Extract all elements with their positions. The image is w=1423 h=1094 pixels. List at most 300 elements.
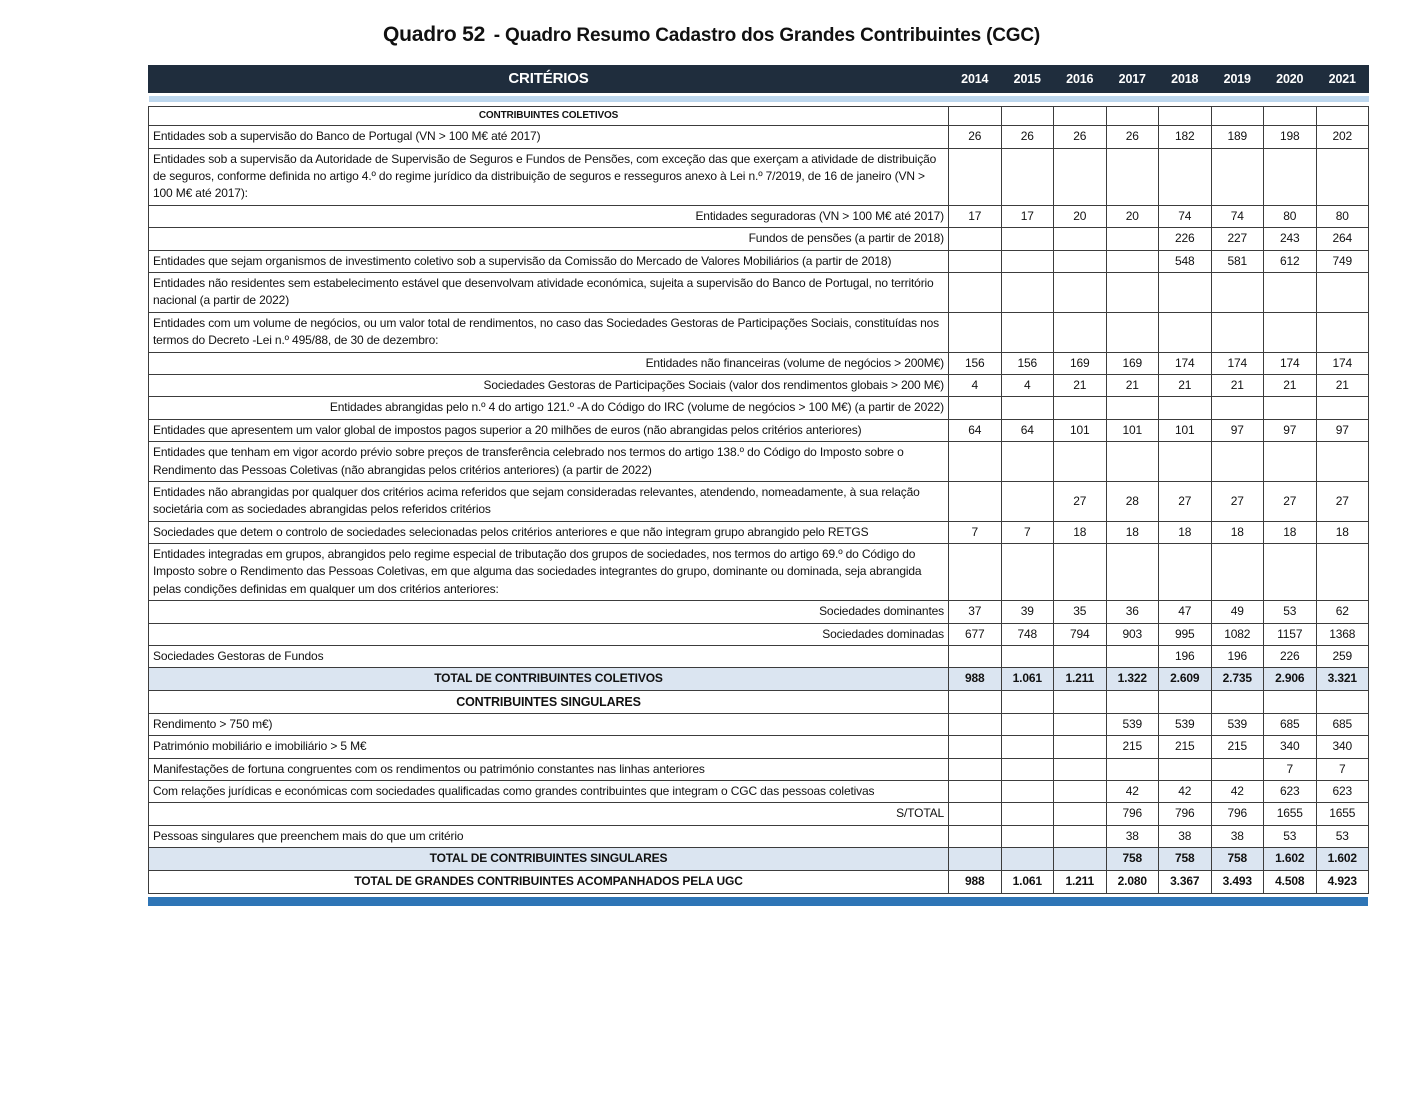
value-cell — [1001, 713, 1054, 735]
criteria-cell: Sociedades dominadas — [149, 623, 949, 645]
value-cell: 174 — [1211, 352, 1264, 374]
year-column-header: 2019 — [1211, 66, 1264, 93]
value-cell — [949, 736, 1002, 758]
section-header-row — [149, 106, 1369, 126]
value-cell: 26 — [949, 126, 1002, 148]
value-cell: 38 — [1159, 825, 1212, 847]
value-cell — [949, 848, 1002, 870]
value-cell: 748 — [1001, 623, 1054, 645]
value-cell: 97 — [1211, 419, 1264, 441]
table-row — [149, 803, 1369, 825]
value-cell: 1.602 — [1316, 848, 1369, 870]
value-cell — [949, 442, 1002, 482]
value-cell: 21 — [1211, 374, 1264, 396]
value-cell — [1001, 106, 1054, 126]
value-cell: 18 — [1264, 521, 1317, 543]
value-cell — [1001, 442, 1054, 482]
value-cell — [1001, 397, 1054, 419]
title-text: - Quadro Resumo Cadastro dos Grandes Contribuintes (CGC) — [493, 25, 1040, 46]
value-cell — [1054, 758, 1107, 780]
grandtotal-row — [149, 870, 1369, 893]
table-row — [149, 205, 1369, 227]
value-cell: 796 — [1211, 803, 1264, 825]
value-cell — [1001, 848, 1054, 870]
value-cell — [1054, 803, 1107, 825]
value-cell: 101 — [1054, 419, 1107, 441]
table-row — [149, 228, 1369, 250]
table-row — [149, 374, 1369, 396]
value-cell — [1106, 250, 1159, 272]
value-cell — [1054, 228, 1107, 250]
section-header-row — [149, 690, 1369, 713]
value-cell: 1368 — [1316, 623, 1369, 645]
value-cell: 796 — [1106, 803, 1159, 825]
value-cell — [1316, 397, 1369, 419]
criteria-cell: Entidades não residentes sem estabelecimento estável que desenvolvam atividade económica, sujeita a supervisão do Banco de Portugal, no território nacional (a partir de 2022) — [149, 272, 949, 312]
value-cell: 17 — [949, 205, 1002, 227]
value-cell — [1001, 312, 1054, 352]
value-cell — [1211, 312, 1264, 352]
value-cell: 7 — [1264, 758, 1317, 780]
value-cell — [949, 690, 1002, 713]
year-column-header: 2018 — [1159, 66, 1212, 93]
table-row — [149, 781, 1369, 803]
value-cell — [1264, 312, 1317, 352]
criteria-cell: Entidades sob a supervisão do Banco de Portugal (VN > 100 M€ até 2017) — [149, 126, 949, 148]
value-cell: 758 — [1159, 848, 1212, 870]
value-cell: 340 — [1264, 736, 1317, 758]
value-cell — [1159, 148, 1212, 205]
value-cell: 539 — [1106, 713, 1159, 735]
value-cell: 49 — [1211, 601, 1264, 623]
criteria-cell: Entidades que tenham em vigor acordo prévio sobre preços de transferência celebrado nos termos do artigo 138.º do Código do Imposto sobre o Rendimento das Pessoas Coletivas (não abrangidas pelos critérios anteriores) (a partir de 2022) — [149, 442, 949, 482]
value-cell — [1054, 646, 1107, 668]
value-cell — [1159, 397, 1212, 419]
value-cell: 7 — [1001, 521, 1054, 543]
value-cell: 226 — [1264, 646, 1317, 668]
summary-table — [148, 65, 1369, 894]
value-cell — [1106, 544, 1159, 601]
value-cell: 80 — [1316, 205, 1369, 227]
value-cell — [949, 312, 1002, 352]
table-header-row — [149, 66, 1369, 93]
table-container — [148, 65, 1368, 906]
value-cell — [1264, 272, 1317, 312]
value-cell — [1001, 803, 1054, 825]
value-cell: 1.322 — [1106, 668, 1159, 690]
value-cell: 548 — [1159, 250, 1212, 272]
year-column-header: 2016 — [1054, 66, 1107, 93]
value-cell — [1054, 312, 1107, 352]
value-cell: 3.321 — [1316, 668, 1369, 690]
value-cell: 64 — [949, 419, 1002, 441]
value-cell — [1001, 736, 1054, 758]
value-cell: 4 — [1001, 374, 1054, 396]
value-cell — [949, 713, 1002, 735]
table-body — [149, 92, 1369, 893]
value-cell: 18 — [1211, 521, 1264, 543]
value-cell — [1054, 825, 1107, 847]
value-cell: 539 — [1159, 713, 1212, 735]
value-cell — [1106, 442, 1159, 482]
value-cell: 243 — [1264, 228, 1317, 250]
table-row — [149, 272, 1369, 312]
table-row — [149, 646, 1369, 668]
value-cell — [1159, 272, 1212, 312]
value-cell — [1001, 250, 1054, 272]
value-cell: 97 — [1264, 419, 1317, 441]
value-cell: 174 — [1316, 352, 1369, 374]
value-cell — [1211, 397, 1264, 419]
value-cell: 4.923 — [1316, 870, 1369, 893]
value-cell: 988 — [949, 668, 1002, 690]
value-cell: 685 — [1264, 713, 1317, 735]
value-cell: 26 — [1054, 126, 1107, 148]
value-cell — [1159, 690, 1212, 713]
value-cell: 903 — [1106, 623, 1159, 645]
value-cell — [1211, 106, 1264, 126]
value-cell: 189 — [1211, 126, 1264, 148]
table-row — [149, 419, 1369, 441]
value-cell: 28 — [1106, 481, 1159, 521]
value-cell: 2.609 — [1159, 668, 1212, 690]
value-cell: 2.080 — [1106, 870, 1159, 893]
value-cell: 27 — [1264, 481, 1317, 521]
value-cell — [949, 544, 1002, 601]
value-cell — [949, 148, 1002, 205]
value-cell: 18 — [1054, 521, 1107, 543]
value-cell: 20 — [1054, 205, 1107, 227]
value-cell: 174 — [1159, 352, 1212, 374]
value-cell: 27 — [1054, 481, 1107, 521]
value-cell: 796 — [1159, 803, 1212, 825]
value-cell: 677 — [949, 623, 1002, 645]
value-cell — [1054, 250, 1107, 272]
value-cell: 340 — [1316, 736, 1369, 758]
table-row — [149, 713, 1369, 735]
value-cell — [1211, 758, 1264, 780]
value-cell — [1211, 690, 1264, 713]
value-cell: 35 — [1054, 601, 1107, 623]
table-row — [149, 825, 1369, 847]
value-cell — [949, 758, 1002, 780]
value-cell — [1054, 272, 1107, 312]
value-cell: 47 — [1159, 601, 1212, 623]
value-cell: 37 — [949, 601, 1002, 623]
table-row — [149, 250, 1369, 272]
criteria-cell: Entidades com um volume de negócios, ou um valor total de rendimentos, no caso das Sociedades Gestoras de Participações Sociais, constituídas nos termos do Decreto -Lei n.º 495/88, de 30 de dezembro: — [149, 312, 949, 352]
value-cell: 21 — [1264, 374, 1317, 396]
value-cell: 1.211 — [1054, 668, 1107, 690]
value-cell — [1106, 272, 1159, 312]
criteria-cell: Património mobiliário e imobiliário > 5 M€ — [149, 736, 949, 758]
value-cell: 226 — [1159, 228, 1212, 250]
value-cell: 215 — [1106, 736, 1159, 758]
value-cell — [949, 272, 1002, 312]
table-row — [149, 148, 1369, 205]
value-cell — [1054, 397, 1107, 419]
value-cell: 1157 — [1264, 623, 1317, 645]
year-column-header: 2015 — [1001, 66, 1054, 93]
criteria-cell: Entidades seguradoras (VN > 100 M€ até 2017) — [149, 205, 949, 227]
value-cell: 758 — [1211, 848, 1264, 870]
value-cell: 581 — [1211, 250, 1264, 272]
value-cell — [1316, 148, 1369, 205]
value-cell — [1106, 228, 1159, 250]
value-cell — [1159, 758, 1212, 780]
value-cell: 4 — [949, 374, 1002, 396]
value-cell — [1106, 758, 1159, 780]
value-cell — [1054, 713, 1107, 735]
value-cell: 97 — [1316, 419, 1369, 441]
value-cell: 53 — [1264, 601, 1317, 623]
value-cell — [1106, 646, 1159, 668]
value-cell: 198 — [1264, 126, 1317, 148]
value-cell: 27 — [1316, 481, 1369, 521]
value-cell — [1054, 544, 1107, 601]
value-cell — [1316, 544, 1369, 601]
value-cell: 101 — [1159, 419, 1212, 441]
criteria-cell: CONTRIBUINTES SINGULARES — [149, 690, 949, 713]
value-cell: 995 — [1159, 623, 1212, 645]
value-cell — [1106, 397, 1159, 419]
criteria-cell: TOTAL DE CONTRIBUINTES SINGULARES — [149, 848, 949, 870]
value-cell — [949, 781, 1002, 803]
value-cell: 62 — [1316, 601, 1369, 623]
value-cell: 42 — [1159, 781, 1212, 803]
value-cell: 26 — [1106, 126, 1159, 148]
table-row — [149, 601, 1369, 623]
value-cell: 988 — [949, 870, 1002, 893]
value-cell: 101 — [1106, 419, 1159, 441]
table-row — [149, 623, 1369, 645]
value-cell: 156 — [949, 352, 1002, 374]
title-number: Quadro 52 — [383, 23, 486, 46]
value-cell — [1316, 442, 1369, 482]
value-cell — [1106, 148, 1159, 205]
value-cell: 227 — [1211, 228, 1264, 250]
table-row — [149, 442, 1369, 482]
value-cell: 39 — [1001, 601, 1054, 623]
value-cell: 202 — [1316, 126, 1369, 148]
year-column-header: 2020 — [1264, 66, 1317, 93]
value-cell — [1211, 442, 1264, 482]
value-cell: 2.906 — [1264, 668, 1317, 690]
table-row — [149, 736, 1369, 758]
value-cell: 3.367 — [1159, 870, 1212, 893]
value-cell: 685 — [1316, 713, 1369, 735]
value-cell: 169 — [1106, 352, 1159, 374]
value-cell: 749 — [1316, 250, 1369, 272]
table-row — [149, 758, 1369, 780]
criteria-cell: Sociedades dominantes — [149, 601, 949, 623]
criteria-cell: Entidades não abrangidas por qualquer dos critérios acima referidos que sejam consideradas relevantes, atendendo, nomeadamente, à sua relação societária com as sociedades abrangidas pelos referidos critérios — [149, 481, 949, 521]
year-column-header: 2021 — [1316, 66, 1369, 93]
value-cell: 182 — [1159, 126, 1212, 148]
value-cell: 21 — [1054, 374, 1107, 396]
total-row — [149, 668, 1369, 690]
value-cell — [1054, 442, 1107, 482]
value-cell — [1001, 646, 1054, 668]
table-row — [149, 481, 1369, 521]
value-cell: 42 — [1106, 781, 1159, 803]
criteria-cell: Entidades não financeiras (volume de negócios > 200M€) — [149, 352, 949, 374]
criteria-cell: Manifestações de fortuna congruentes com os rendimentos ou património constantes nas linhas anteriores — [149, 758, 949, 780]
value-cell — [1211, 544, 1264, 601]
value-cell: 21 — [1159, 374, 1212, 396]
bottom-blue-bar — [148, 897, 1368, 906]
value-cell — [1316, 690, 1369, 713]
value-cell — [1159, 544, 1212, 601]
value-cell: 4.508 — [1264, 870, 1317, 893]
criteria-column-header: CRITÉRIOS — [149, 66, 949, 93]
value-cell: 17 — [1001, 205, 1054, 227]
value-cell: 1.061 — [1001, 870, 1054, 893]
criteria-cell: Sociedades Gestoras de Fundos — [149, 646, 949, 668]
value-cell: 21 — [1316, 374, 1369, 396]
criteria-cell: CONTRIBUINTES COLETIVOS — [149, 106, 949, 126]
criteria-cell: TOTAL DE GRANDES CONTRIBUINTES ACOMPANHADOS PELA UGC — [149, 870, 949, 893]
value-cell: 539 — [1211, 713, 1264, 735]
value-cell — [949, 481, 1002, 521]
value-cell — [949, 646, 1002, 668]
value-cell: 623 — [1316, 781, 1369, 803]
value-cell: 38 — [1211, 825, 1264, 847]
value-cell — [1054, 106, 1107, 126]
table-row — [149, 544, 1369, 601]
value-cell — [1001, 544, 1054, 601]
value-cell — [1264, 397, 1317, 419]
value-cell — [1054, 148, 1107, 205]
table-row — [149, 397, 1369, 419]
value-cell — [949, 250, 1002, 272]
value-cell — [1054, 848, 1107, 870]
value-cell: 169 — [1054, 352, 1107, 374]
value-cell: 18 — [1316, 521, 1369, 543]
value-cell — [1316, 272, 1369, 312]
value-cell — [1054, 736, 1107, 758]
value-cell: 1082 — [1211, 623, 1264, 645]
value-cell: 64 — [1001, 419, 1054, 441]
value-cell — [1001, 825, 1054, 847]
value-cell — [949, 825, 1002, 847]
value-cell — [1264, 106, 1317, 126]
criteria-cell: Rendimento > 750 m€) — [149, 713, 949, 735]
table-row — [149, 352, 1369, 374]
value-cell — [1106, 106, 1159, 126]
value-cell: 20 — [1106, 205, 1159, 227]
value-cell — [1264, 690, 1317, 713]
value-cell: 196 — [1211, 646, 1264, 668]
value-cell: 18 — [1106, 521, 1159, 543]
criteria-cell: Sociedades que detem o controlo de sociedades selecionadas pelos critérios anteriores e que não integram grupo abrangido pelo RETGS — [149, 521, 949, 543]
value-cell — [1159, 106, 1212, 126]
value-cell — [1106, 312, 1159, 352]
value-cell — [1001, 481, 1054, 521]
year-column-header: 2014 — [949, 66, 1002, 93]
value-cell: 156 — [1001, 352, 1054, 374]
value-cell: 7 — [949, 521, 1002, 543]
value-cell: 80 — [1264, 205, 1317, 227]
value-cell — [1264, 544, 1317, 601]
value-cell — [1001, 228, 1054, 250]
value-cell: 36 — [1106, 601, 1159, 623]
value-cell: 259 — [1316, 646, 1369, 668]
value-cell: 27 — [1211, 481, 1264, 521]
value-cell — [1316, 312, 1369, 352]
value-cell: 74 — [1159, 205, 1212, 227]
page-title — [0, 12, 1423, 49]
value-cell: 3.493 — [1211, 870, 1264, 893]
value-cell: 53 — [1316, 825, 1369, 847]
value-cell — [1001, 758, 1054, 780]
criteria-cell: Fundos de pensões (a partir de 2018) — [149, 228, 949, 250]
value-cell: 1655 — [1264, 803, 1317, 825]
table-row — [149, 521, 1369, 543]
value-cell: 26 — [1001, 126, 1054, 148]
table-row — [149, 312, 1369, 352]
value-cell — [1264, 148, 1317, 205]
value-cell: 215 — [1211, 736, 1264, 758]
value-cell: 21 — [1106, 374, 1159, 396]
total-row — [149, 848, 1369, 870]
value-cell: 264 — [1316, 228, 1369, 250]
value-cell — [1264, 442, 1317, 482]
value-cell: 74 — [1211, 205, 1264, 227]
value-cell — [949, 106, 1002, 126]
value-cell — [1001, 690, 1054, 713]
value-cell — [949, 803, 1002, 825]
value-cell — [1054, 690, 1107, 713]
value-cell — [949, 397, 1002, 419]
criteria-cell: Sociedades Gestoras de Participações Sociais (valor dos rendimentos globais > 200 M€) — [149, 374, 949, 396]
value-cell — [1001, 781, 1054, 803]
criteria-cell: Com relações jurídicas e económicas com sociedades qualificadas como grandes contribuintes que integram o CGC das pessoas coletivas — [149, 781, 949, 803]
criteria-cell: Pessoas singulares que preenchem mais do que um critério — [149, 825, 949, 847]
value-cell — [1001, 272, 1054, 312]
value-cell: 1.211 — [1054, 870, 1107, 893]
value-cell — [1001, 148, 1054, 205]
criteria-cell: TOTAL DE CONTRIBUINTES COLETIVOS — [149, 668, 949, 690]
value-cell — [1159, 312, 1212, 352]
year-column-header: 2017 — [1106, 66, 1159, 93]
value-cell — [1316, 106, 1369, 126]
table-row — [149, 126, 1369, 148]
criteria-cell: Entidades sob a supervisão da Autoridade de Supervisão de Seguros e Fundos de Pensões, com exceção das que exerçam a atividade de distribuição de seguros, conforme definida no artigo 4.º do regime jurídico da distribuição de seguros e resseguros anexo à Lei n.º 7/2019, de 16 de janeiro (VN > 100 M€ até 2017): — [149, 148, 949, 205]
value-cell: 196 — [1159, 646, 1212, 668]
value-cell — [1211, 272, 1264, 312]
value-cell — [1159, 442, 1212, 482]
value-cell: 42 — [1211, 781, 1264, 803]
value-cell — [1211, 148, 1264, 205]
value-cell: 53 — [1264, 825, 1317, 847]
criteria-cell: Entidades abrangidas pelo n.º 4 do artigo 121.º -A do Código do IRC (volume de negócios > 100 M€) (a partir de 2022) — [149, 397, 949, 419]
value-cell — [949, 228, 1002, 250]
value-cell: 612 — [1264, 250, 1317, 272]
value-cell: 27 — [1159, 481, 1212, 521]
value-cell: 1.602 — [1264, 848, 1317, 870]
value-cell: 758 — [1106, 848, 1159, 870]
value-cell — [1106, 690, 1159, 713]
value-cell: 38 — [1106, 825, 1159, 847]
value-cell: 794 — [1054, 623, 1107, 645]
value-cell: 1655 — [1316, 803, 1369, 825]
value-cell: 174 — [1264, 352, 1317, 374]
value-cell: 1.061 — [1001, 668, 1054, 690]
value-cell: 18 — [1159, 521, 1212, 543]
criteria-cell: Entidades que apresentem um valor global de impostos pagos superior a 20 milhões de euros (não abrangidas pelos critérios anteriores) — [149, 419, 949, 441]
value-cell: 7 — [1316, 758, 1369, 780]
